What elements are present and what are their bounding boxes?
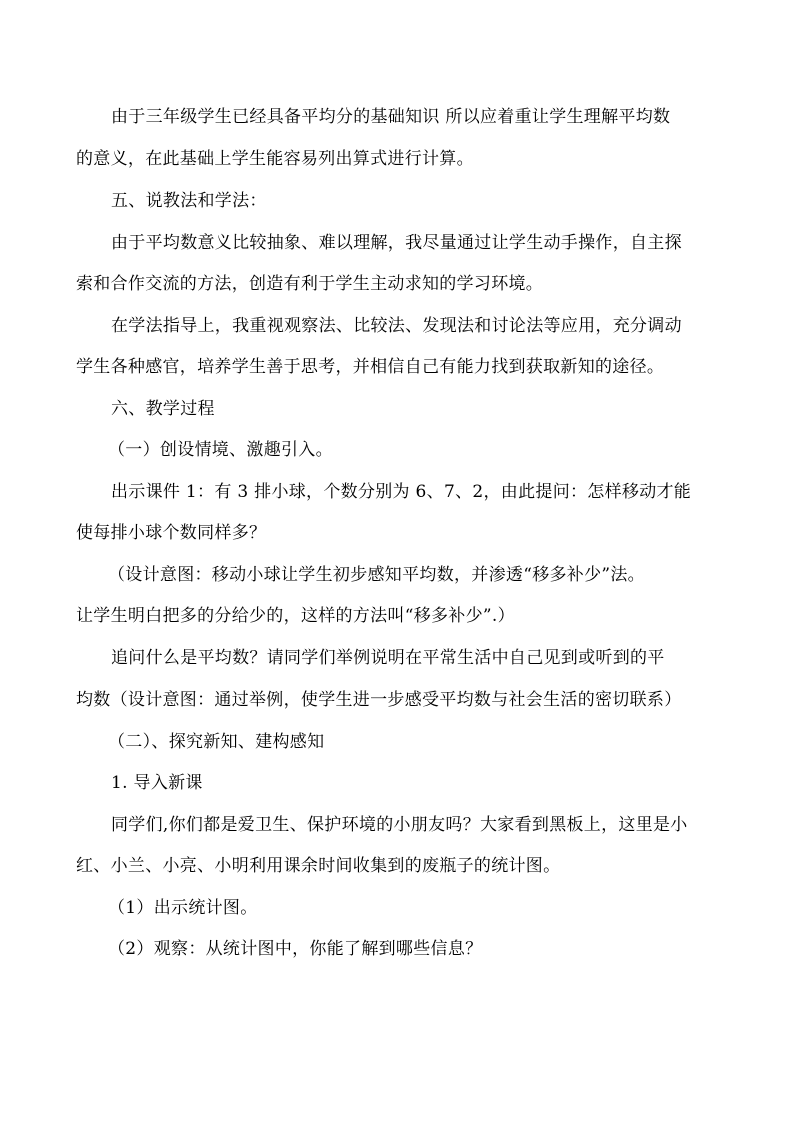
section-heading: 六、教学过程 (111, 399, 215, 419)
paragraph-line: 在学法指导上，我重视观察法、比较法、发现法和讨论法等应用，充分调动 (111, 316, 682, 336)
subsection-heading: （一）创设情境、激趣引入。 (108, 440, 333, 460)
paragraph-line: 索和合作交流的方法，创造有利于学生主动求知的学习环境。 (76, 274, 544, 294)
paragraph-line: 的意义，在此基础上学生能容易列出算式进行计算。 (76, 149, 474, 169)
list-item: （1）出示统计图。 (108, 898, 258, 918)
paragraph-line: 出示课件 1：有 3 排小球，个数分别为 6、7、2，由此提问：怎样移动才能 (111, 482, 692, 502)
section-heading: 五、说教法和学法： (111, 191, 267, 211)
paragraph-line: 均数（设计意图：通过举例，使学生进一步感受平均数与社会生活的密切联系） (76, 690, 682, 710)
subsection-heading: （二）、探究新知、建构感知 (108, 732, 325, 752)
paragraph-line: 使每排小球个数同样多？ (76, 523, 267, 543)
paragraph-line: 红、小兰、小亮、小明利用课余时间收集到的废瓶子的统计图。 (76, 856, 561, 876)
paragraph-line: 学生各种感官，培养学生善于思考，并相信自己有能力找到获取新知的途径。 (76, 357, 665, 377)
paragraph-line: 由于平均数意义比较抽象、难以理解，我尽量通过让学生动手操作，自主探 (111, 233, 682, 253)
paragraph-line: 由于三年级学生已经具备平均分的基础知识 所以应着重让学生理解平均数 (111, 107, 671, 127)
paragraph-line: 让学生明白把多的分给少的，这样的方法叫“移多补少”.） (76, 606, 515, 626)
paragraph-line: 追问什么是平均数？请同学们举例说明在平常生活中自己见到或听到的平 (111, 648, 665, 668)
list-item: （2）观察：从统计图中，你能了解到哪些信息？ (108, 939, 483, 959)
paragraph-line: 同学们,你们都是爱卫生、保护环境的小朋友吗？大家看到黑板上，这里是小 (111, 815, 688, 835)
numbered-heading: 1. 导入新课 (111, 773, 203, 793)
paragraph-line: （设计意图：移动小球让学生初步感知平均数，并渗透“移多补少”法。 (108, 565, 645, 585)
